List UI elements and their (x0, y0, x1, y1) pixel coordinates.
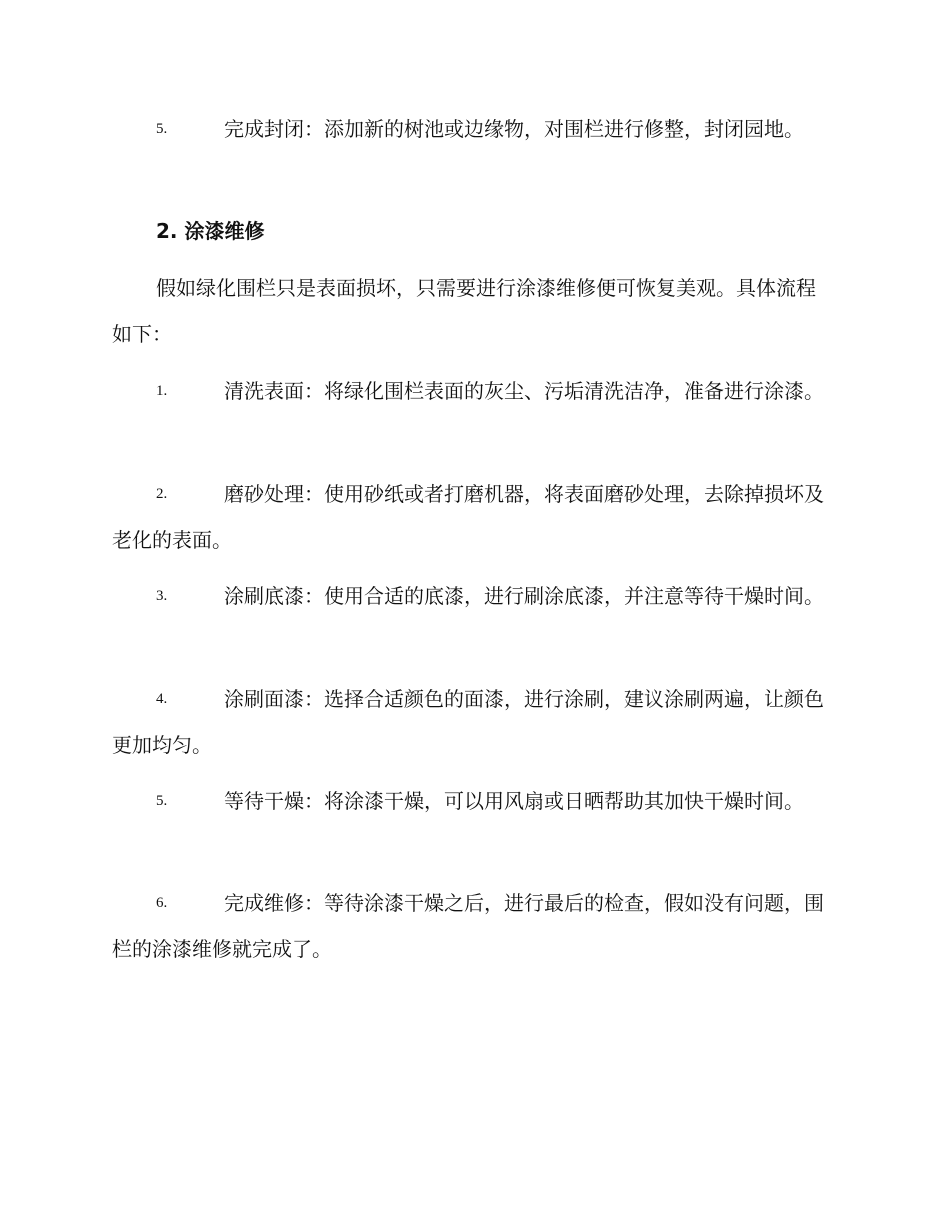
list-item (112, 880, 834, 972)
list-item-text: 完成维修：等待涂漆干燥之后，进行最后的检查，假如没有问题，围栏的涂漆维修就完成了。 (112, 891, 824, 961)
list-item-text: 磨砂处理：使用砂纸或者打磨机器，将表面磨砂处理，去除掉损坏及老化的表面。 (112, 482, 824, 552)
list-item-number: 1. (156, 383, 168, 399)
list-item-text: 涂刷底漆：使用合适的底漆，进行刷涂底漆，并注意等待干燥时间。 (224, 584, 824, 608)
list-item (112, 471, 834, 563)
section-intro-paragraph: 假如绿化围栏只是表面损坏，只需要进行涂漆维修便可恢复美观。具体流程如下： (112, 276, 816, 346)
list-item-number: 5. (156, 121, 168, 137)
list-item (112, 778, 834, 824)
list-item-text: 清洗表面：将绿化围栏表面的灰尘、污垢清洗洁净，准备进行涂漆。 (224, 379, 824, 403)
list-item-number: 4. (156, 691, 168, 707)
list-item-text: 完成封闭：添加新的树池或边缘物，对围栏进行修整，封闭园地。 (224, 117, 804, 141)
list-item (112, 676, 834, 768)
section-heading: 2. 涂漆维修 (156, 219, 265, 243)
list-item-number: 2. (156, 486, 168, 502)
list-item (112, 573, 834, 619)
list-item (112, 106, 834, 152)
list-item-number: 6. (156, 895, 168, 911)
list-item-number: 5. (156, 793, 168, 809)
list-item (112, 368, 834, 414)
list-item-number: 3. (156, 588, 168, 604)
list-item-text: 等待干燥：将涂漆干燥，可以用风扇或日晒帮助其加快干燥时间。 (224, 789, 804, 813)
list-item-text: 涂刷面漆：选择合适颜色的面漆，进行涂刷，建议涂刷两遍，让颜色更加均匀。 (112, 687, 824, 757)
